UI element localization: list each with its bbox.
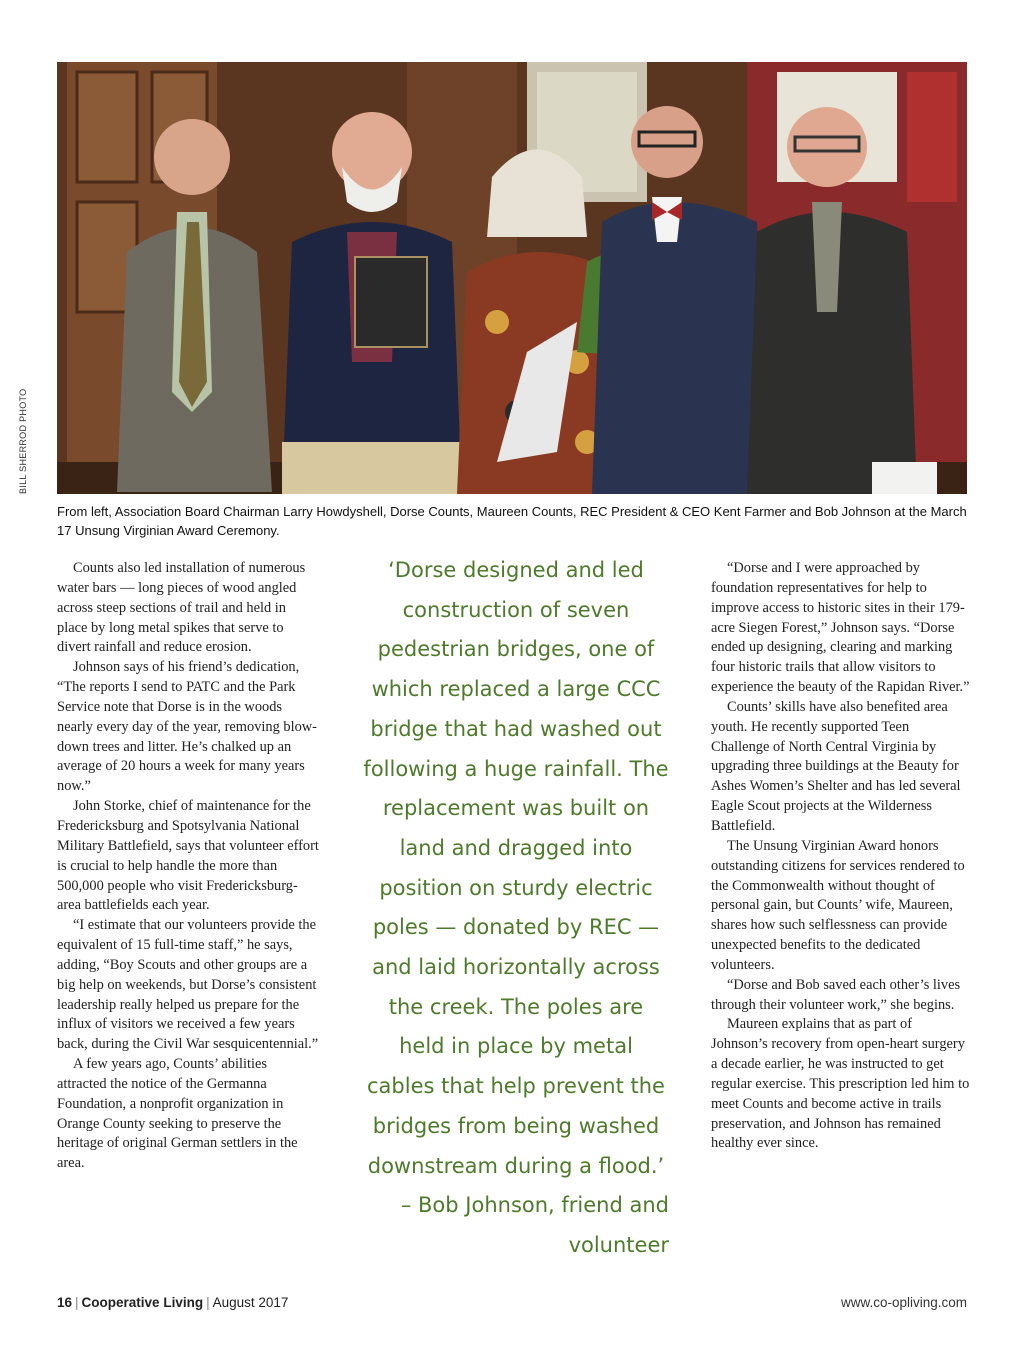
left-paragraph: “I estimate that our volunteers provide the equivalent of 15 full-time staff,” he says, adding, “Boy Scouts and other groups are a big help on weekends, but Dorse’s consistent leadership really helped us prepare for the influx of visitors we received a few years back, during the Civil War sesquicentennial.” <box>57 917 319 1053</box>
footer-publication-info: 16 | Cooperative Living | August 2017 <box>57 1295 289 1310</box>
left-paragraph: John Storke, chief of maintenance for the Fredericksburg and Spotsylvania National Military Battlefield, says that volunteer effort is crucial to help handle the more than 500,000 people who visit Fredericksburg-area battlefields each year. <box>57 798 319 914</box>
right-paragraph: “Dorse and I were approached by foundation representatives for help to improve access to historic sites in their 179-acre Siegen Forest,” Johnson says. “Dorse ended up designing, clearing and marking four historic trails that allow visitors to experience the beauty of the Rapidan River.” <box>711 560 970 696</box>
award-ceremony-photo <box>57 62 967 494</box>
right-paragraph: Counts’ skills have also benefited area youth. He recently supported Teen Challenge of North Central Virginia by upgrading three buildings at the Beauty for Ashes Women’s Shelter and has led several Eagle Scout projects at the Wilderness Battlefield. <box>711 698 961 834</box>
photo-illustration <box>57 62 967 494</box>
footer-website[interactable]: www.co-opliving.com <box>840 1295 967 1310</box>
right-paragraph: The Unsung Virginian Award honors outstanding citizens for services rendered to the Commonwealth without thought of personal gain, but Counts’ wife, Maureen, shares how such selflessness can provide unexpected benefits to the dedicated volunteers. <box>711 837 965 973</box>
pull-quote-attribution: – Bob Johnson, friend and volunteer <box>400 1193 669 1257</box>
page-number: 16 <box>57 1295 73 1310</box>
pull-quote <box>363 551 669 1266</box>
right-column <box>711 559 971 1154</box>
left-column <box>57 559 319 1174</box>
right-paragraph: Maureen explains that as part of Johnson’s recovery from open-heart surgery a decade earlier, he was instructed to get regular exercise. This prescription led him to meet Counts and become active in trails preservation, and Johnson has remained healthy ever since. <box>711 1016 970 1152</box>
left-paragraph: Johnson says of his friend’s dedication, “The reports I send to PATC and the Park Service note that Dorse is in the woods nearly every day of the year, removing blow-down trees and litter. He’s chalked up an average of 20 hours a week for many years now.” <box>57 659 317 795</box>
right-paragraph: “Dorse and Bob saved each other’s lives through their volunteer work,” she begins. <box>711 976 961 1013</box>
issue-date: August 2017 <box>212 1295 289 1310</box>
photo-credit: BILL SHERROD PHOTO <box>18 388 28 494</box>
left-paragraph: Counts also led installation of numerous water bars — long pieces of wood angled across steep sections of trail and held in place by long metal spikes that serve to divert rainfall and reduce erosion. <box>57 560 306 656</box>
left-paragraph: A few years ago, Counts’ abilities attracted the notice of the Germanna Foundation, a nonprofit organization in Orange County seeking to preserve the heritage of original German settlers in the area. <box>57 1056 298 1172</box>
publication-name: Cooperative Living <box>81 1295 204 1310</box>
pull-quote-text: ‘Dorse designed and led construction of seven pedestrian bridges, one of which replaced a large CCC bridge that had washed out following a huge rainfall. The replacement was built on land and dragged into position on sturdy electric poles — donated by REC — and laid horizontally across the creek. The poles are held in place by metal cables that help prevent the bridges from being washed downstream during a flood.’ <box>363 558 669 1178</box>
photo-caption: From left, Association Board Chairman Larry Howdyshell, Dorse Counts, Maureen Counts, REC President & CEO Kent Farmer and Bob Johnson at the March 17 Unsung Virginian Award Ceremony. <box>57 504 967 538</box>
